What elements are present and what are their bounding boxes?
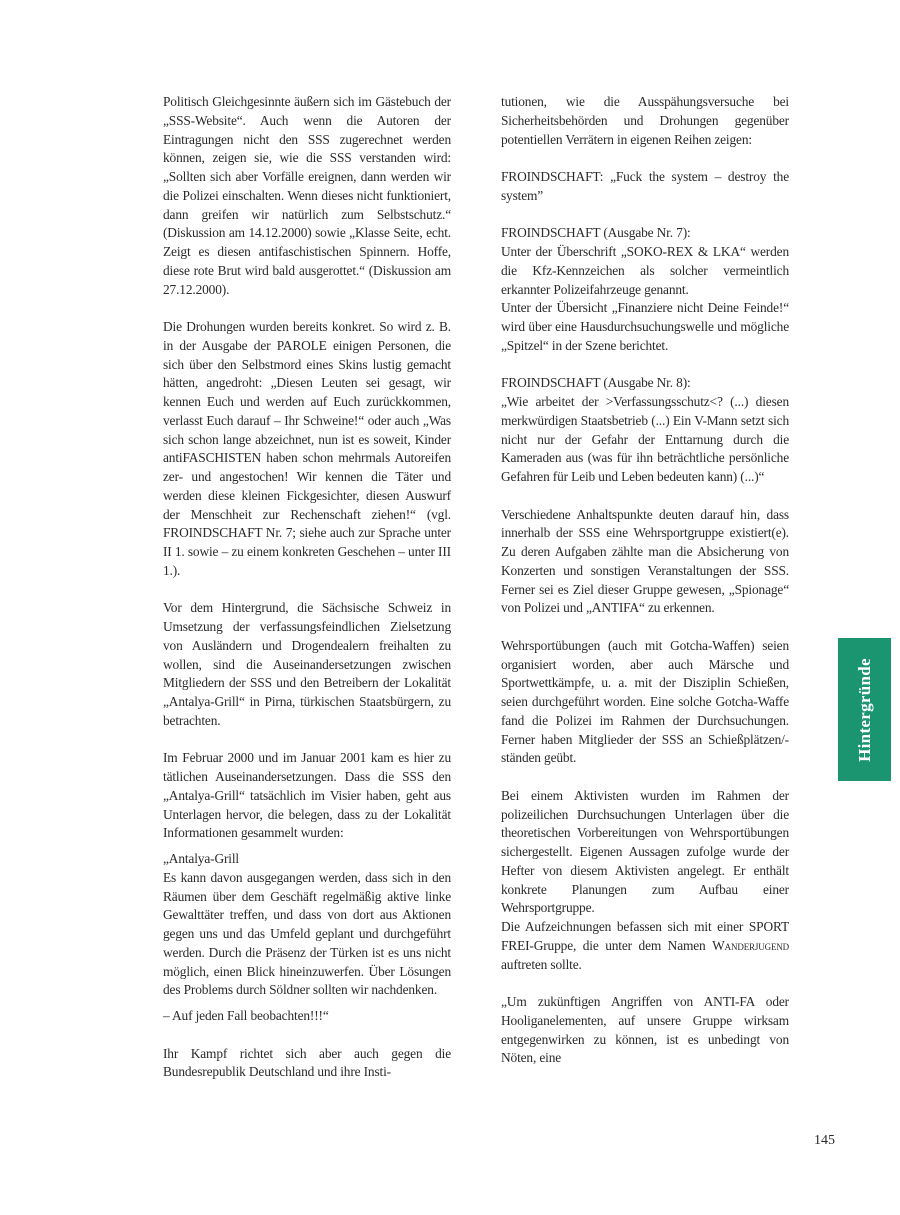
quote-froindschaft-8-body: „Wie arbeitet der >Verfassungsschutz<? (...) diesen merkwürdigen Staatsbetrieb (...) Ein V-Mann setzt sich nicht nur der Gefahr der Enttarnung durch die Kameraden aus (was für ihn beträchtliche persönliche Gefahren für Leib und Leben bedeuten kann) (...)“ [501,394,789,484]
quote-froindschaft-7 [501,224,789,355]
paragraph-institutions: Ihr Kampf richtet sich aber auch gegen die Bundesrepublik Deutschland und ihre Insti- [163,1045,451,1080]
quote-antalya-end: – Auf jeden Fall beobachten!!!“ [163,1008,329,1023]
section-tab-label: Hintergründe [854,657,874,762]
quote-antalya-body: Es kann davon ausgegangen werden, dass sich in den Räumen über dem Geschäft regelmäßig aktive linke Gewalttäter treffen, und dass von dort aus Aktionen gegen uns und das Umfeld geplant und durchgeführt werden. Durch die Präsenz der Türken ist es uns nicht möglich, einen Blick hineinzuwerfen. Über Lösungen des Problems durch Söldner sollten wir nachdenken. [163,869,451,998]
quote-froindschaft-8 [501,374,789,487]
quote-froindschaft-system: FROINDSCHAFT: „Fuck the system – destroy the system” [501,169,789,203]
paragraph-guestbook: Politisch Gleichgesinnte äußern sich im Gästebuch der „SSS-Website“. Auch wenn die Autoren der Eintragungen nicht den SSS zugerechnet werden können, zeigen sie, wie die SSS verstanden wird: „Sollten sich aber Vorfälle ereignen, dann werden wir die Polizei einschalten. Wenn dieses nicht funktioniert, dann greifen wir natürlich zum Selbstschutz.“ (Diskussion am 14.12.2000) sowie „Klasse Seite, echt. Zeigt es diesen antifaschistischen Spinnern. Hoffe, diese rote Brut wird bald ausgerottet.“ (Diskussion am 27.12.2000). [163,94,451,297]
page-number: 145 [814,1133,835,1148]
left-column [163,93,451,1082]
quote-anti-fa: „Um zukünftigen Angriffen von ANTI-FA oder Hooliganelementen, auf unsere Gruppe wirksam entgegenwirken zu können, ist es unbedingt von Nöten, eine [501,994,789,1066]
quote-froindschaft-8-title: FROINDSCHAFT (Ausgabe Nr. 8): [501,375,691,391]
paragraph-institutions-cont: tutionen, wie die Ausspähungsversuche bei Sicherheitsbehörden und Drohungen gegenüber potentiellen Verrätern in eigenen Reihen zeigen: [501,94,789,147]
paragraph-aktivisten: Bei einem Aktivisten wurden im Rahmen der polizeilichen Durchsuchungen Unterlagen über die theoretischen Vorbereitungen von Wehrsportübungen sichergestellt. Eigenen Aussagen zufolge wurde der Hefter von diesem Aktivisten angelegt. Er enthält konkrete Planungen zum Aufbau einer Wehrsportgruppe. [501,787,789,916]
paragraph-threats: Die Drohungen wurden bereits konkret. So wird z. B. in der Ausgabe der PAROLE einigen Personen, die sich über den Selbstmord eines Skins lustig gemacht hätten, angedroht: „Diesen Leuten sei gesagt, wir kennen Euch und werden auf Euch zurückkommen, verlasst Euch darauf – Ihr Schweine!“ oder auch „Was sich schon lange abzeichnet, nun ist es soweit, Kinder antiFASCHISTEN haben schon mehrmals Autoreifen zer- und angestochen! Wir kennen die Täter und werden diese kleinen Fickgesichter, diesen Auswurf der Menschheit zur Rechenschaft ziehen!“ (vgl. FROINDSCHAFT Nr. 7; siehe auch zur Sprache unter II 1. sowie – zu einem konkreten Geschehen – unter III 1.). [163,319,451,578]
quote-antalya [163,850,451,1000]
quote-froindschaft-7-line1: Unter der Überschrift „SOKO-REX & LKA“ werden die Kfz-Kennzeichen als solcher vermeintlich erkannter Polizeifahrzeuge genannt. [501,244,789,297]
sport-frei-text: Die Aufzeichnungen befassen sich mit einer SPORT FREI-Gruppe, die unter dem Namen [501,919,789,953]
paragraph-background: Vor dem Hintergrund, die Sächsische Schweiz in Umsetzung der verfassungsfeindlichen Zielsetzung von Ausländern und Drogendealern freihalten zu wollen, sind die Auseinandersetzungen zwischen Mitgliedern der SSS und den Betreibern der Lokalität „Antalya-Grill“ in Pirna, türkischen Staatsbürgern, zu betrachten. [163,600,451,728]
quote-antalya-title: „Antalya-Grill [163,851,239,866]
quote-froindschaft-7-line2: Unter der Übersicht „Finanziere nicht Deine Feinde!“ wird über eine Hausdurchsuchungswelle und mögliche „Spitzel“ in der Szene berichtet. [501,300,789,353]
wanderjugend-smallcaps: Wanderjugend [712,937,789,953]
section-tab-hintergruende [838,638,891,781]
paragraph-wehrsportuebungen: Wehrsportübungen (auch mit Gotcha-Waffen) seien organisiert worden, aber auch Märsche und Sportwettkämpfe, u. a. mit der Disziplin Schießen, seien durchgeführt worden. Eine solche Gotcha-Waffe fand die Polizei im Rahmen der Durchsuchungen. Ferner haben Mitglieder der SSS an Schießplätzen/-ständen geübt. [501,637,789,766]
paragraph-antalya: Im Februar 2000 und im Januar 2001 kam es hier zu tätlichen Auseinandersetzungen. Dass die SSS den „Antalya-Grill“ tatsächlich im Visier haben, geht aus Unterlagen hervor, die belegen, dass zu der Lokalität Informationen gesammelt wurden: [163,750,451,841]
paragraph-sport-frei [501,918,789,974]
paragraph-wehrsportgruppe: Verschiedene Anhaltspunkte deuten darauf hin, dass innerhalb der SSS eine Wehrsportgruppe existiert(e). Zu deren Aufgaben zählte man die Absicherung von Konzerten und sonstigen Veranstaltungen der SSS. Ferner sei es Ziel dieser Gruppe gewesen, „Spionage“ von Polizei und „ANTIFA“ zu erkennen. [501,506,789,616]
right-column [501,93,789,1068]
sport-frei-text-end: auftreten sollte. [501,956,582,972]
quote-froindschaft-7-title: FROINDSCHAFT (Ausgabe Nr. 7): [501,225,691,241]
